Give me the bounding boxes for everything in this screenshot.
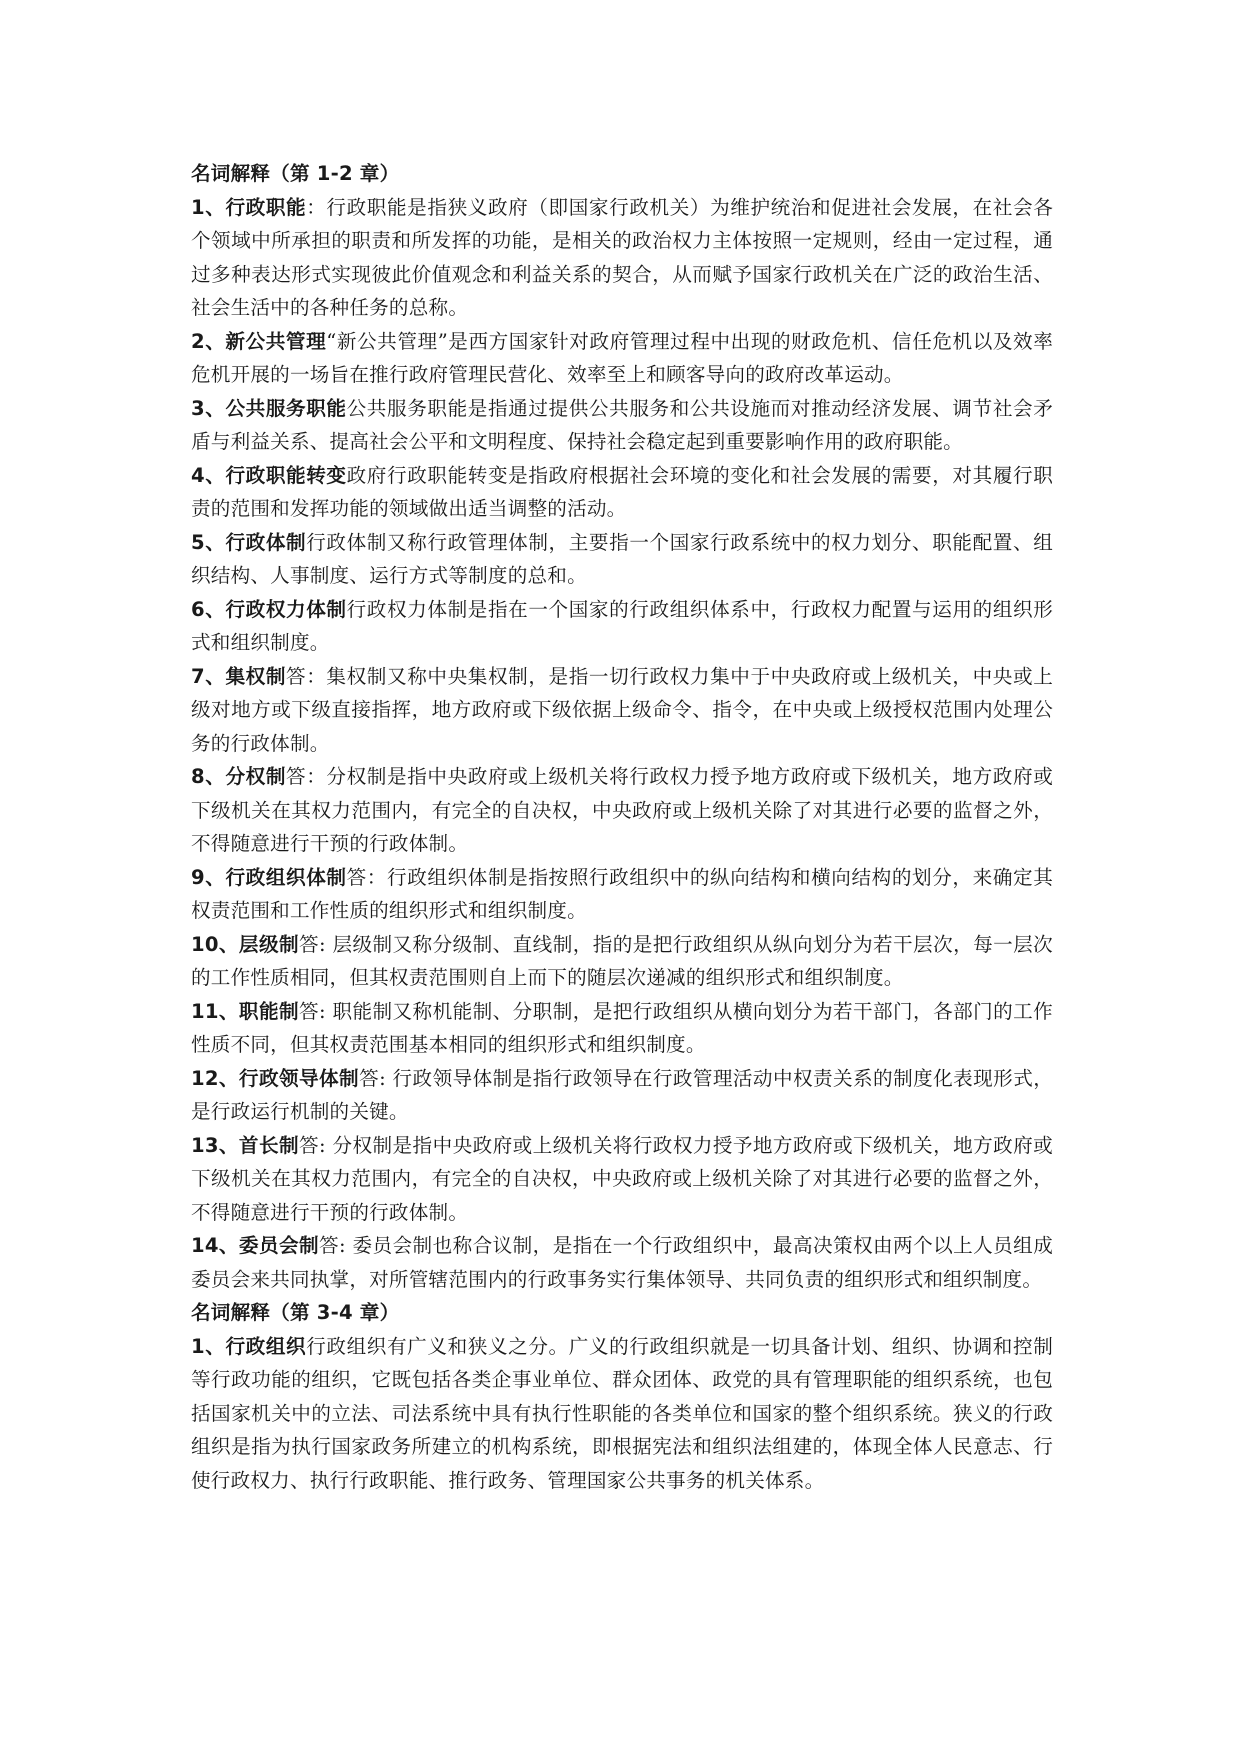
entry-12 xyxy=(191,1062,1053,1129)
entry-1 xyxy=(191,191,1053,325)
entry-term: 新公共管理 xyxy=(225,329,327,353)
section-chapters-1-2 xyxy=(191,157,1053,1296)
entry-number: 1、 xyxy=(191,195,226,219)
entry-number: 11、 xyxy=(191,999,239,1023)
entry-number: 13、 xyxy=(191,1133,239,1157)
entry-body: 答：分权制是指中央政府或上级机关将行政权力授予地方政府或下级机关，地方政府或下级机关在其权力范围内，有完全的自决权，中央政府或上级机关除了对其进行必要的监督之外，不得随意进行干预的行政体制。 xyxy=(191,765,1053,855)
entry-body: “新公共管理”是西方国家针对政府管理过程中出现的财政危机、信任危机以及效率危机开展的一场旨在推行政府管理民营化、效率至上和顾客导向的政府改革运动。 xyxy=(191,329,1054,386)
entry-body: 答：行政组织体制是指按照行政组织中的纵向结构和横向结构的划分，来确定其权责范围和工作性质的组织形式和组织制度。 xyxy=(191,865,1053,922)
entry-number: 7、 xyxy=(191,664,226,688)
entry-7 xyxy=(191,660,1053,761)
entry-8 xyxy=(191,760,1053,861)
entry-body: 答：集权制又称中央集权制，是指一切行政权力集中于中央政府或上级机关，中央或上级对地方或下级直接指挥，地方政府或下级依据上级命令、指令，在中央或上级授权范围内处理公务的行政体制。 xyxy=(191,664,1053,755)
entry-term: 委员会制 xyxy=(238,1234,320,1257)
entry-term: 分权制 xyxy=(225,765,287,788)
entry-6 xyxy=(191,593,1053,660)
entry-body: 答: 职能制又称机能制、分职制，是把行政组织从横向划分为若干部门，各部门的工作性质不同，但其权责范围基本相同的组织形式和组织制度。 xyxy=(191,999,1053,1056)
entry-body: 行政体制又称行政管理体制，主要指一个国家行政系统中的权力划分、职能配置、组织结构、人事制度、运行方式等制度的总和。 xyxy=(191,530,1053,587)
entry-1 xyxy=(191,1330,1053,1498)
section-title: 名词解释（第 1-2 章） xyxy=(191,162,400,185)
entry-body: 答: 层级制又称分级制、直线制，指的是把行政组织从纵向划分为若干层次，每一层次的工作性质相同，但其权责范围则自上而下的随层次递减的组织形式和组织制度。 xyxy=(191,932,1053,989)
section-title: 名词解释（第 3-4 章） xyxy=(191,1301,400,1324)
entry-term: 行政职能 xyxy=(225,195,307,219)
entry-body: 政府行政职能转变是指政府根据社会环境的变化和社会发展的需要，对其履行职责的范围和发挥功能的领域做出适当调整的活动。 xyxy=(191,463,1053,520)
entry-number: 8、 xyxy=(191,765,226,788)
entry-number: 10、 xyxy=(191,932,239,956)
entry-10 xyxy=(191,928,1053,995)
entry-4 xyxy=(191,459,1053,526)
entry-body: 行政权力体制是指在一个国家的行政组织体系中，行政权力配置与运用的组织形式和组织制度。 xyxy=(191,597,1053,654)
entry-2 xyxy=(191,325,1053,392)
entry-9 xyxy=(191,861,1053,928)
entry-5 xyxy=(191,526,1053,593)
entry-number: 14、 xyxy=(191,1234,239,1257)
entry-number: 12、 xyxy=(191,1066,239,1090)
entry-number: 9、 xyxy=(191,865,226,889)
entry-number: 2、 xyxy=(191,329,226,353)
entry-number: 4、 xyxy=(191,463,226,487)
entry-term: 公共服务职能 xyxy=(225,396,347,420)
entry-term: 职能制 xyxy=(238,999,299,1023)
entry-term: 行政体制 xyxy=(225,530,307,554)
entry-body: ：行政职能是指狭义政府（即国家行政机关）为维护统治和促进社会发展，在社会各个领域中所承担的职责和所发挥的功能，是相关的政治权力主体按照一定规则，经由一定过程，通过多种表达形式实现彼此价值观念和利益关系的契合，从而赋予国家行政机关在广泛的政治生活、社会生活中的各种任务的总称。 xyxy=(191,195,1053,319)
entry-term: 首长制 xyxy=(238,1133,299,1157)
entry-11 xyxy=(191,995,1053,1062)
entry-term: 层级制 xyxy=(238,932,299,956)
document-page xyxy=(191,157,1053,1497)
section-chapters-3-4 xyxy=(191,1296,1053,1497)
entry-term: 行政职能转变 xyxy=(225,463,347,487)
entry-term: 行政组织 xyxy=(225,1334,307,1358)
entry-body: 行政组织有广义和狭义之分。广义的行政组织就是一切具备计划、组织、协调和控制等行政功能的组织，它既包括各类企事业单位、群众团体、政党的具有管理职能的组织系统，也包括国家机关中的立法、司法系统中具有执行性职能的各类单位和国家的整个组织系统。狭义的行政组织是指为执行国家政务所建立的机构系统，即根据宪法和组织法组建的，体现全体人民意志、行使行政权力、执行行政职能、推行政务、管理国家公共事务的机关体系。 xyxy=(191,1334,1053,1492)
entry-term: 行政领导体制 xyxy=(238,1066,360,1090)
entry-body: 答: 分权制是指中央政府或上级机关将行政权力授予地方政府或下级机关，地方政府或下级机关在其权力范围内，有完全的自决权，中央政府或上级机关除了对其进行必要的监督之外，不得随意进行干预的行政体制。 xyxy=(191,1133,1053,1224)
entry-term: 行政权力体制 xyxy=(225,597,347,621)
entry-number: 1、 xyxy=(191,1334,226,1358)
entry-term: 行政组织体制 xyxy=(225,865,347,889)
entry-body: 答: 行政领导体制是指行政领导在行政管理活动中权责关系的制度化表现形式，是行政运行机制的关键。 xyxy=(191,1066,1054,1123)
entry-13 xyxy=(191,1129,1053,1230)
entry-3 xyxy=(191,392,1053,459)
entry-number: 5、 xyxy=(191,530,226,554)
entry-body: 公共服务职能是指通过提供公共服务和公共设施而对推动经济发展、调节社会矛盾与利益关系、提高社会公平和文明程度、保持社会稳定起到重要影响作用的政府职能。 xyxy=(191,396,1053,453)
entry-number: 6、 xyxy=(191,597,226,621)
entry-14 xyxy=(191,1229,1053,1296)
entry-term: 集权制 xyxy=(225,664,287,688)
entry-body: 答: 委员会制也称合议制，是指在一个行政组织中，最高决策权由两个以上人员组成委员会来共同执掌，对所管辖范围内的行政事务实行集体领导、共同负责的组织形式和组织制度。 xyxy=(191,1234,1053,1291)
entry-number: 3、 xyxy=(191,396,226,420)
